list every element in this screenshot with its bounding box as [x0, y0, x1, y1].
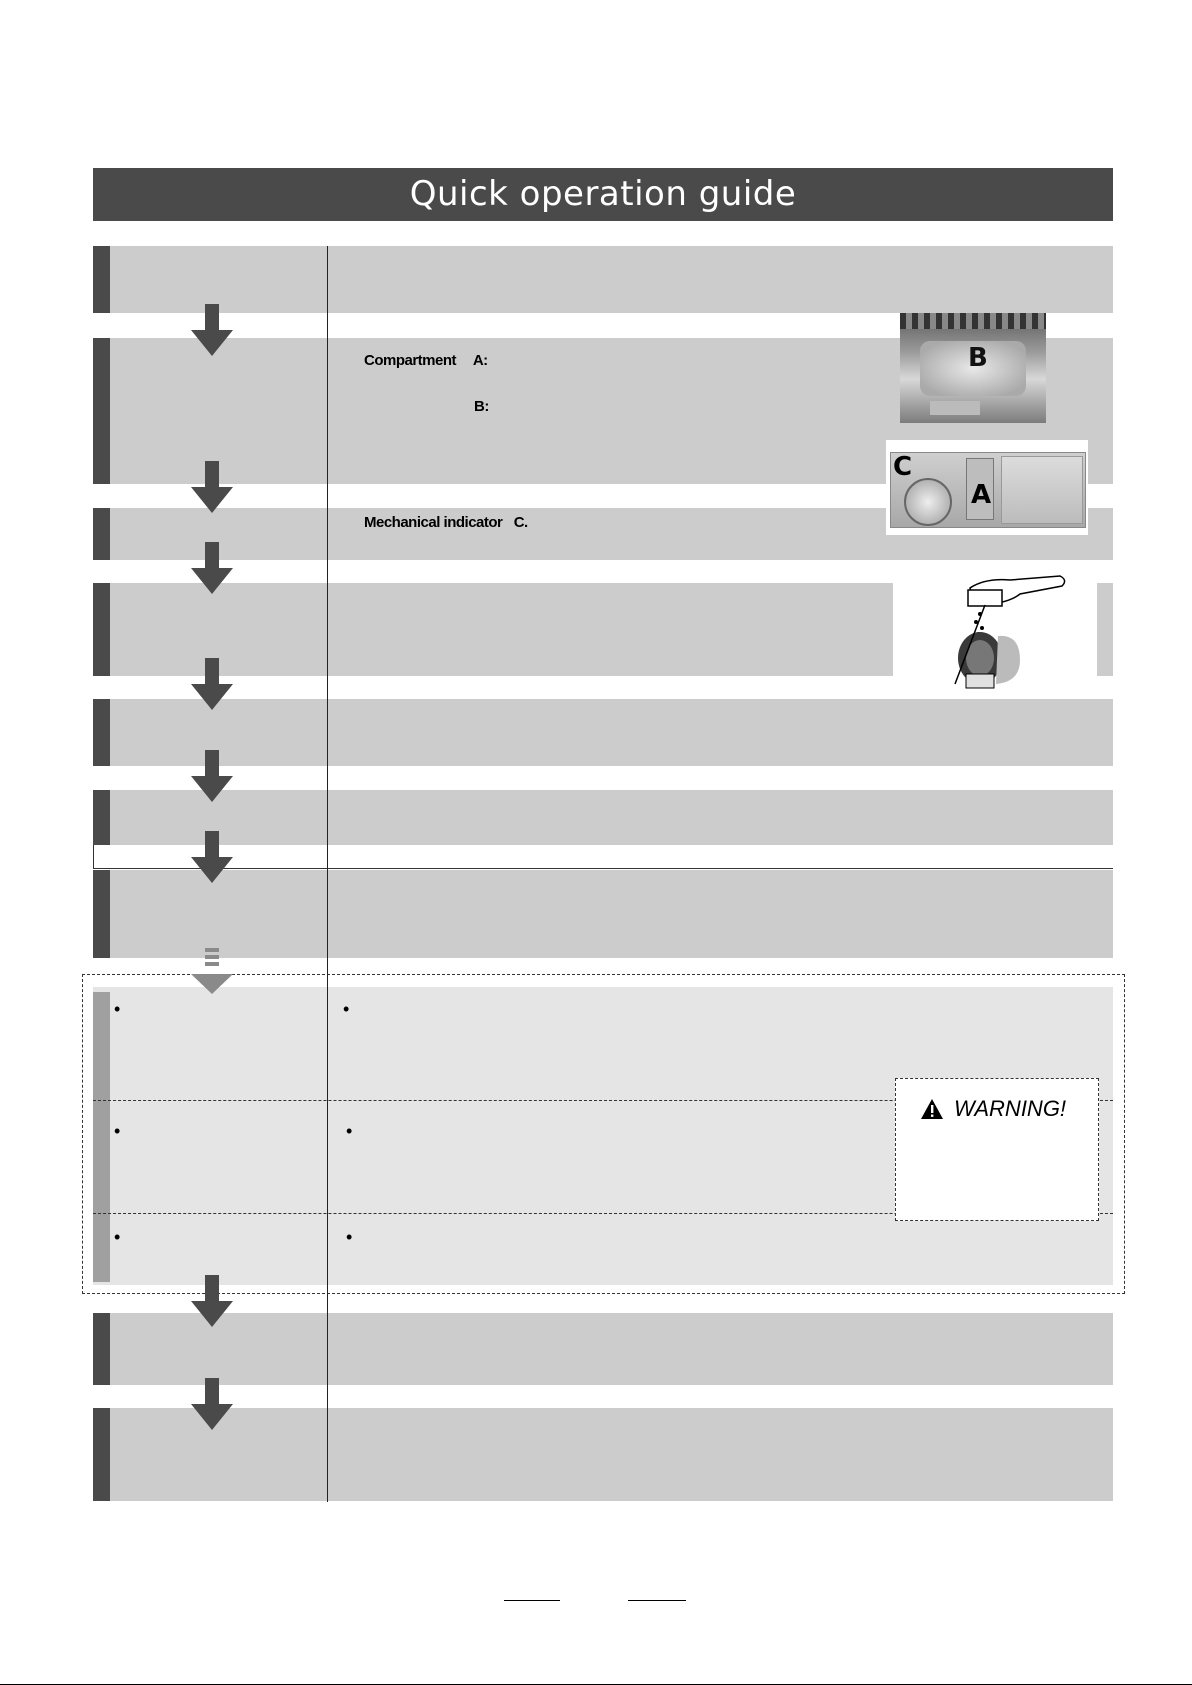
photo-letter-c: C	[893, 452, 913, 482]
warning-triangle-icon	[920, 1098, 944, 1120]
step-row-1	[93, 246, 1113, 313]
hand-pouring-illustration	[940, 570, 1075, 695]
photo-dispenser-closed	[886, 440, 1088, 535]
arrow-down-icon	[191, 542, 233, 594]
step-tab-2	[93, 338, 110, 484]
bullet-left-1: •	[114, 999, 121, 1019]
step-row-10	[93, 1408, 1113, 1501]
warning-box	[895, 1078, 1099, 1221]
compartment-label: Compartment	[364, 352, 457, 369]
step-row-9	[93, 1313, 1113, 1385]
arrow-down-icon	[191, 461, 233, 513]
footer-line-right	[628, 1600, 686, 1601]
bullet-right-1: •	[343, 999, 350, 1019]
optional-tab	[93, 992, 110, 1282]
page-title: Quick operation guide	[93, 168, 1113, 221]
photo-letter-a: A	[971, 480, 992, 510]
arrow-down-icon	[191, 831, 233, 883]
compartment-a-label: A:	[472, 352, 488, 369]
photo-letter-b: B	[968, 343, 988, 373]
indicator-label-row	[364, 514, 528, 531]
step-tab-5	[93, 699, 110, 766]
arrow-down-dashed-icon	[191, 948, 233, 1000]
step-tab-10	[93, 1408, 110, 1501]
footer-line-left	[504, 1600, 560, 1601]
step-tab-3	[93, 508, 110, 560]
indicator-label: Mechanical indicator	[364, 514, 503, 531]
step-row-6	[93, 790, 1113, 845]
step-tab-7	[93, 870, 110, 958]
indicator-c-label: C.	[513, 514, 528, 531]
bullet-right-3: •	[346, 1227, 353, 1247]
step-row-4-right	[1097, 583, 1113, 676]
bullet-left-2: •	[114, 1121, 121, 1141]
bullet-left-3: •	[114, 1227, 121, 1247]
step-row-7	[93, 870, 1113, 958]
arrow-down-icon	[191, 1378, 233, 1430]
step-row-5	[93, 699, 1113, 766]
step-tab-1	[93, 246, 110, 313]
step-tab-4	[93, 583, 110, 676]
bullet-right-2: •	[346, 1121, 353, 1141]
warning-header	[920, 1096, 1066, 1122]
warning-title: WARNING!	[954, 1096, 1067, 1121]
step-6-outline	[93, 845, 1113, 869]
arrow-down-icon	[191, 304, 233, 356]
arrow-down-icon	[191, 1275, 233, 1327]
photo-dispenser-open	[900, 313, 1046, 423]
compartment-label-row	[364, 352, 488, 369]
compartment-b-label: B:	[474, 398, 489, 415]
arrow-down-icon	[191, 750, 233, 802]
arrow-down-icon	[191, 658, 233, 710]
step-tab-9	[93, 1313, 110, 1385]
column-divider-overlay	[327, 246, 328, 1502]
step-tab-6	[93, 790, 110, 845]
